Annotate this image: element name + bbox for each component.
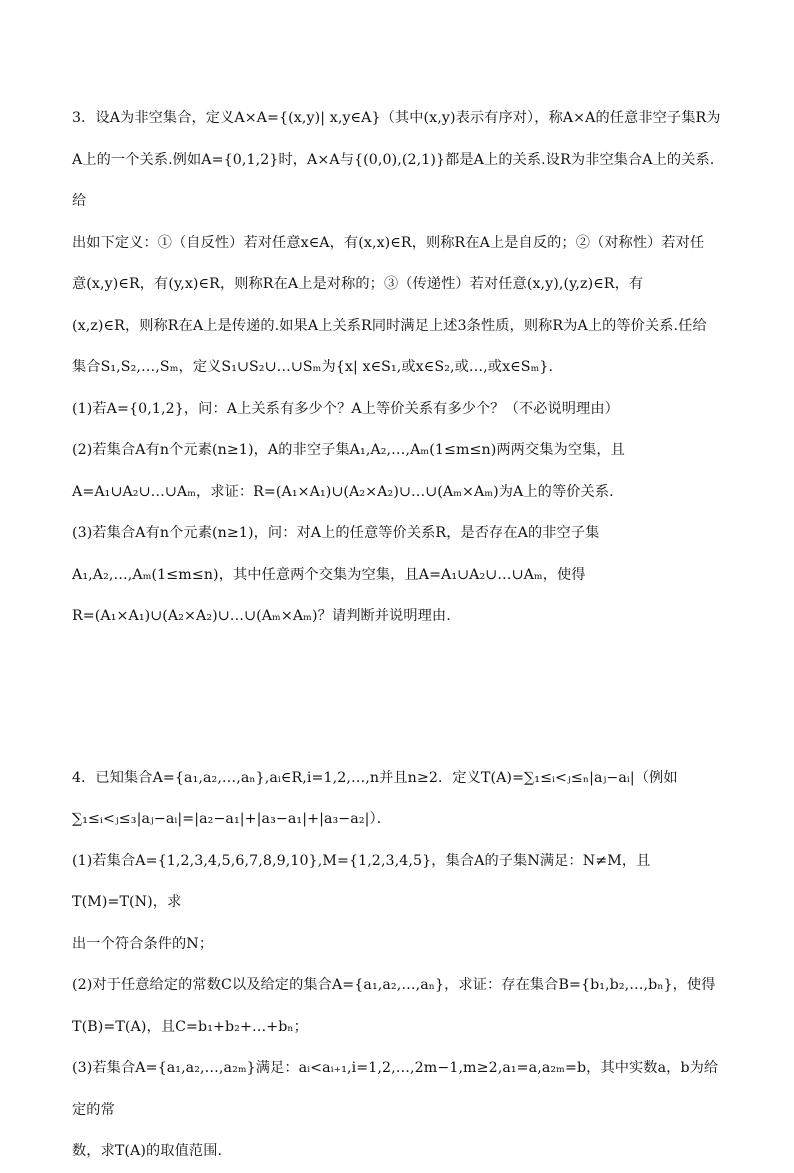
problem-4	[72, 758, 722, 1173]
problem-3-part-2-line-2: A=A₁∪A₂∪…∪Aₘ，求证：R=(A₁×A₁)∪(A₂×A₂)∪…∪(Aₘ×Aₘ)为A上的等价关系.	[72, 483, 614, 500]
problem-4-part-2-line-2: T(B)=T(A)，且C=b₁+b₂+…+bₙ；	[72, 1018, 308, 1035]
problem-3-line-2: A上的一个关系.例如A={0,1,2}时，A×A与{(0,0),(2,1)}都是A上的关系.设R为非空集合A上的关系.给	[72, 151, 715, 209]
problem-4-part-1-line-1: (1)若集合A={1,2,3,4,5,6,7,8,9,10},M={1,2,3,4,5}，集合A的子集N满足：N≠M，且T(M)=T(N)，求	[72, 852, 651, 910]
problem-3-line-5: (x,z)∈R，则称R在A上是传递的.如果A上关系R同时满足上述3条性质，则称R为A上的等价关系.任给	[72, 317, 707, 334]
problem-4-part-3-line-2: 数，求T(A)的取值范围.	[72, 1143, 223, 1159]
section-gap	[72, 638, 722, 758]
problem-4-part-1-line-2: 出一个符合条件的N；	[72, 935, 214, 952]
problem-3-part-1: (1)若A={0,1,2}，问：A上关系有多少个？A上等价关系有多少个？（不必说明理由）	[72, 400, 619, 417]
problem-3-line-1: 3．设A为非空集合，定义A×A={(x,y)| x,y∈A}（其中(x,y)表示有序对），称A×A的任意非空子集R为	[72, 110, 721, 126]
problem-3-line-3: 出如下定义：①（自反性）若对任意x∈A，有(x,x)∈R，则称R在A上是自反的；②（对称性）若对任	[72, 234, 705, 251]
problem-4-line-2: ∑₁≤ᵢ<ⱼ≤₃|aⱼ−aᵢ|=|a₂−a₁|+|a₃−a₁|+|a₃−a₂|）．	[72, 811, 391, 827]
problem-3-part-2-line-1: (2)若集合A有n个元素(n≥1)，A的非空子集A₁,A₂,…,Aₘ(1≤m≤n)两两交集为空集，且	[72, 442, 625, 458]
problem-4-part-2-line-1: (2)对于任意给定的常数C以及给定的集合A={a₁,a₂,…,aₙ}，求证：存在集合B={b₁,b₂,…,bₙ}，使得	[72, 977, 716, 993]
problem-3-part-3-line-2: A₁,A₂,…,Aₘ(1≤m≤n)，其中任意两个交集为空集，且A=A₁∪A₂∪…∪Aₘ，使得	[72, 566, 586, 583]
problem-4-line-1: 4．已知集合A={a₁,a₂,…,aₙ},aᵢ∈R,i=1,2,…,n并且n≥2．定义T(A)=∑₁≤ᵢ<ⱼ≤ₙ|aⱼ−aᵢ|（例如	[72, 769, 678, 786]
problem-3-part-3-line-1: (3)若集合A有n个元素(n≥1)，问：对A上的任意等价关系R，是否存在A的非空子集	[72, 525, 600, 541]
problem-3	[72, 98, 722, 638]
problem-3-part-3-line-3: R=(A₁×A₁)∪(A₂×A₂)∪…∪(Aₘ×Aₘ)？请判断并说明理由.	[72, 608, 451, 624]
problem-3-line-4: 意(x,y)∈R，有(y,x)∈R，则称R在A上是对称的；③（传递性）若对任意(x,y),(y,z)∈R，有	[72, 276, 644, 292]
problem-3-line-6: 集合S₁,S₂,…,Sₘ，定义S₁∪S₂∪…∪Sₘ为{x| x∈S₁,或x∈S₂,或…,或x∈Sₘ}.	[72, 359, 554, 375]
problem-4-part-3-line-1: (3)若集合A={a₁,a₂,…,a₂ₘ}满足：aᵢ<aᵢ₊₁,i=1,2,…,2m−1,m≥2,a₁=a,a₂ₘ=b，其中实数a，b为给定的常	[72, 1060, 719, 1118]
document-page	[72, 98, 722, 1173]
